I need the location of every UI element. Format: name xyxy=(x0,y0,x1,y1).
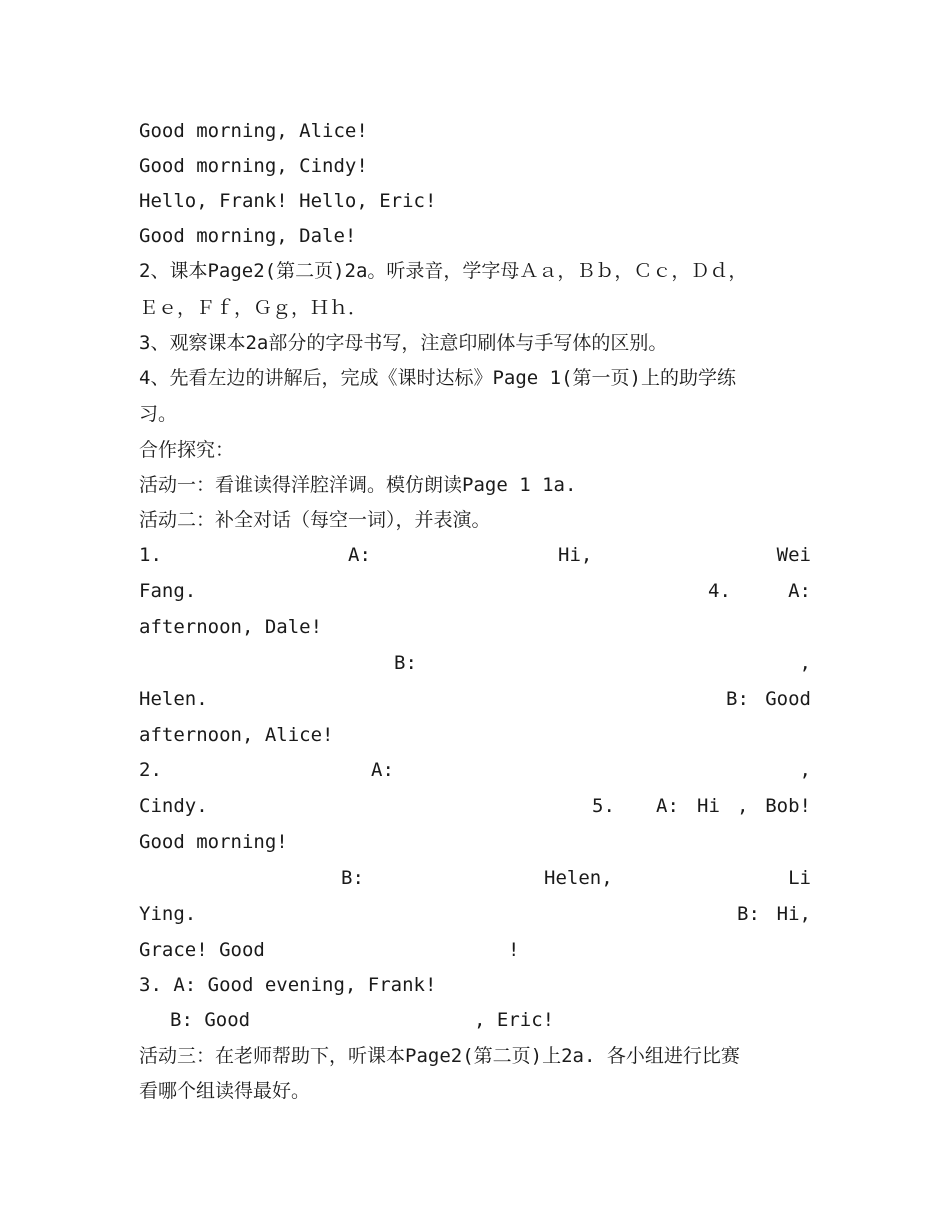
step-4: 4、先看左边的讲解后，完成《课时达标》Page 1(第一页)上的助学练 xyxy=(139,367,736,389)
dialog-line-3a: 3. A: Good evening, Frank! xyxy=(139,974,437,996)
dialog-word: Li xyxy=(788,867,811,889)
dialog-word: Fang. xyxy=(139,580,197,602)
speaker-label: A: xyxy=(348,544,371,566)
dialog-word: , Eric! xyxy=(474,1009,555,1031)
activity-2: 活动二：补全对话（每空一词），并表演。 xyxy=(139,509,491,531)
dialog-punct: , xyxy=(737,795,749,817)
step-3: 3、观察课本2a部分的字母书写，注意印刷体与手写体的区别。 xyxy=(139,332,668,354)
speaker-label: B: xyxy=(341,867,364,889)
dialog-number: 1. xyxy=(139,544,162,566)
dialog-number: 2. xyxy=(139,759,162,781)
speaker-label: B: xyxy=(737,903,760,925)
dialog-word: Good xyxy=(765,688,811,710)
speaker-label: A: xyxy=(656,795,679,817)
greeting-line: Hello, Frank! Hello, Eric! xyxy=(139,190,437,212)
activity-3: 活动三：在老师帮助下，听课本Page2(第二页)上2a. 各小组进行比赛 xyxy=(139,1045,740,1067)
dialog-word: Hi, xyxy=(776,903,811,925)
dialog-word: Bob! xyxy=(765,795,811,817)
step-2-cont: Ｅｅ，Ｆｆ，Ｇｇ，Ｈｈ． xyxy=(139,297,368,319)
dialog-line-3b: B: Good xyxy=(170,1009,251,1031)
step-2: 2、课本Page2(第二页)2a。听录音，学字母Ａａ，Ｂｂ，Ｃｃ，Ｄｄ， xyxy=(139,260,748,282)
dialog-word: Ying. xyxy=(139,903,197,925)
dialog-word: afternoon, Dale! xyxy=(139,616,323,638)
activity-1: 活动一：看谁读得洋腔洋调。模仿朗读Page 1 1a. xyxy=(139,474,577,496)
dialog-word: Good morning! xyxy=(139,831,288,853)
speaker-label: A: xyxy=(788,580,811,602)
dialog-word: Cindy. xyxy=(139,795,208,817)
dialog-punct: , xyxy=(799,759,811,781)
greeting-line: Good morning, Cindy! xyxy=(139,155,368,177)
section-title: 合作探究： xyxy=(139,439,235,461)
dialog-word: Helen, xyxy=(544,867,613,889)
dialog-word: Hi, xyxy=(558,544,593,566)
speaker-label: B: xyxy=(726,688,749,710)
speaker-label: B: xyxy=(394,652,417,674)
dialog-word: Helen. xyxy=(139,688,208,710)
dialog-word: afternoon, Alice! xyxy=(139,724,334,746)
dialog-number: 5. xyxy=(592,795,615,817)
activity-3-cont: 看哪个组读得最好。 xyxy=(139,1080,311,1102)
dialog-punct: , xyxy=(799,652,811,674)
speaker-label: A: xyxy=(371,759,394,781)
step-4-cont: 习。 xyxy=(139,403,178,425)
dialog-word: Hi xyxy=(697,795,720,817)
dialog-number: 4. xyxy=(708,580,731,602)
greeting-line: Good morning, Alice! xyxy=(139,120,368,142)
dialog-word: Wei xyxy=(776,544,811,566)
greeting-line: Good morning, Dale! xyxy=(139,225,357,247)
dialog-punct: ! xyxy=(508,939,520,961)
dialog-word: Grace! Good xyxy=(139,939,265,961)
